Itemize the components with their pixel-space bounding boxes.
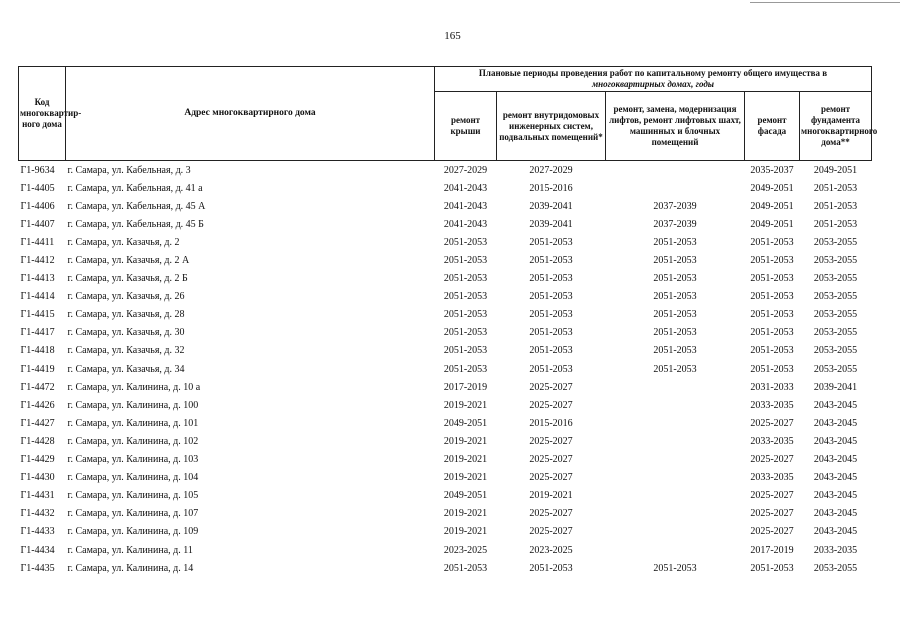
- cell-roof: 2051-2053: [443, 345, 488, 357]
- cell-code: Г1-4406: [20, 200, 55, 212]
- cell-roof: 2051-2053: [443, 363, 488, 375]
- cell-facade: 2049-2051: [750, 218, 794, 230]
- cell-facade: 2033-2035: [750, 435, 794, 447]
- cell-address: г. Самара, ул. Калинина, д. 109: [67, 526, 199, 538]
- cell-foundation: 2033-2035: [813, 544, 858, 556]
- cell-elevators: 2037-2039: [653, 218, 697, 230]
- cell-facade: 2035-2037: [745, 161, 800, 180]
- cell-elevators: [606, 451, 745, 469]
- table-row: [19, 342, 872, 360]
- header-periods-line-2: многоквартирных домах, годы: [591, 79, 715, 89]
- cell-facade: 2051-2053: [750, 255, 794, 267]
- table-row: [19, 541, 872, 559]
- cell-roof: 2019-2021: [443, 472, 488, 484]
- cell-code: Г1-9634: [19, 161, 66, 180]
- cell-foundation: 2043-2045: [813, 526, 858, 538]
- cell-code: Г1-4419: [20, 363, 55, 375]
- cell-systems: 2051-2053: [529, 273, 573, 285]
- header-facade: ремонт фасада: [745, 92, 800, 161]
- cell-elevators: 2051-2053: [653, 255, 697, 267]
- table-row: [19, 306, 872, 324]
- cell-roof: 2027-2029: [435, 161, 497, 180]
- cell-elevators: 2051-2053: [653, 562, 697, 574]
- cell-roof: 2049-2051: [443, 490, 488, 502]
- cell-roof: 2051-2053: [443, 562, 488, 574]
- cell-foundation: 2053-2055: [813, 363, 858, 375]
- cell-systems: 2025-2027: [529, 508, 573, 520]
- cell-address: г. Самара, ул. Калинина, д. 100: [67, 399, 199, 411]
- cell-facade: 2025-2027: [750, 490, 794, 502]
- table-row: [19, 432, 872, 450]
- cell-elevators: [606, 161, 745, 180]
- cell-code: Г1-4427: [20, 417, 55, 429]
- cell-facade: 2033-2035: [750, 399, 794, 411]
- cell-foundation: 2053-2055: [813, 562, 858, 574]
- header-address: Адрес многоквартирного дома: [66, 67, 435, 161]
- page-number: 165: [444, 30, 461, 42]
- cell-facade: 2051-2053: [750, 309, 794, 321]
- cell-address: г. Самара, ул. Казачья, д. 2 Б: [67, 273, 188, 285]
- cell-elevators: 2037-2039: [653, 200, 697, 212]
- table-row: [19, 469, 872, 487]
- table-row: [19, 505, 872, 523]
- cell-roof: 2023-2025: [443, 544, 488, 556]
- header-code: Код многоквартир-ного дома: [19, 67, 66, 161]
- cell-facade: 2051-2053: [750, 327, 794, 339]
- table-row: [19, 324, 872, 342]
- cell-roof: 2051-2053: [443, 327, 488, 339]
- cell-address: г. Самара, ул. Кабельная, д. 3: [66, 161, 435, 180]
- cell-address: г. Самара, ул. Калинина, д. 10 а: [67, 381, 201, 393]
- cell-elevators: [606, 396, 745, 414]
- cell-systems: 2023-2025: [529, 544, 573, 556]
- cell-elevators: [606, 541, 745, 559]
- cell-elevators: [606, 487, 745, 505]
- header-foundation: ремонт фундамента многоквартирного дома**: [800, 92, 872, 161]
- cell-code: Г1-4418: [20, 345, 55, 357]
- cell-elevators: 2051-2053: [653, 309, 697, 321]
- cell-code: Г1-4412: [20, 255, 55, 267]
- cell-facade: 2017-2019: [750, 544, 794, 556]
- cell-facade: 2051-2053: [750, 273, 794, 285]
- cell-roof: 2041-2043: [443, 218, 488, 230]
- cell-elevators: 2051-2053: [653, 327, 697, 339]
- cell-elevators: 2051-2053: [653, 291, 697, 303]
- cell-systems: 2051-2053: [529, 363, 573, 375]
- cell-code: Г1-4430: [20, 472, 55, 484]
- cell-elevators: 2051-2053: [653, 236, 697, 248]
- cell-systems: 2015-2016: [529, 417, 573, 429]
- header-periods: [435, 67, 872, 92]
- cell-foundation: 2043-2045: [813, 454, 858, 466]
- cell-foundation: 2051-2053: [813, 218, 858, 230]
- cell-foundation: 2049-2051: [800, 161, 872, 180]
- cell-address: г. Самара, ул. Казачья, д. 26: [67, 291, 185, 303]
- table-row: [19, 215, 872, 233]
- cell-address: г. Самара, ул. Калинина, д. 105: [67, 490, 199, 502]
- cell-code: Г1-4415: [20, 309, 55, 321]
- table-row: [19, 523, 872, 541]
- table-row: [19, 161, 872, 180]
- cell-systems: 2025-2027: [529, 399, 573, 411]
- capital-repair-table: [18, 66, 878, 577]
- cell-facade: 2049-2051: [750, 200, 794, 212]
- cell-code: Г1-4411: [20, 236, 55, 248]
- table-row: [19, 233, 872, 251]
- cell-facade: 2051-2053: [750, 345, 794, 357]
- cell-address: г. Самара, ул. Казачья, д. 28: [67, 309, 185, 321]
- cell-systems: 2051-2053: [529, 236, 573, 248]
- cell-roof: 2051-2053: [443, 255, 488, 267]
- table-row: [19, 396, 872, 414]
- cell-foundation: 2053-2055: [813, 291, 858, 303]
- cell-systems: 2019-2021: [529, 490, 573, 502]
- cell-foundation: 2051-2053: [813, 200, 858, 212]
- cell-roof: 2041-2043: [443, 182, 488, 194]
- table-row: [19, 559, 872, 577]
- cell-foundation: 2043-2045: [813, 435, 858, 447]
- table-row: [19, 378, 872, 396]
- cell-foundation: 2053-2055: [813, 255, 858, 267]
- cell-facade: 2025-2027: [750, 508, 794, 520]
- cell-foundation: 2053-2055: [813, 273, 858, 285]
- scan-edge-line: [750, 2, 900, 3]
- cell-code: Г1-4426: [20, 399, 55, 411]
- cell-elevators: [606, 469, 745, 487]
- cell-address: г. Самара, ул. Казачья, д. 2: [67, 236, 180, 248]
- table-row: [19, 288, 872, 306]
- cell-elevators: [606, 414, 745, 432]
- cell-systems: 2025-2027: [529, 472, 573, 484]
- table-row: [19, 270, 872, 288]
- header-elevators: ремонт, замена, модернизация лифтов, ремонт лифтовых шахт, машинных и блочных помещений: [606, 92, 745, 161]
- cell-address: г. Самара, ул. Калинина, д. 103: [67, 454, 199, 466]
- cell-address: г. Самара, ул. Казачья, д. 30: [67, 327, 185, 339]
- cell-elevators: 2051-2053: [653, 345, 697, 357]
- header-systems: ремонт внутридомовых инженерных систем, подвальных помещений*: [497, 92, 606, 161]
- header-roof: ремонт крыши: [435, 92, 497, 161]
- cell-roof: 2051-2053: [443, 273, 488, 285]
- cell-code: Г1-4429: [20, 454, 55, 466]
- cell-code: Г1-4428: [20, 435, 55, 447]
- cell-code: Г1-4407: [20, 218, 55, 230]
- header-row-1: [19, 67, 872, 92]
- table-row: [19, 451, 872, 469]
- cell-roof: 2051-2053: [443, 236, 488, 248]
- cell-foundation: 2043-2045: [813, 399, 858, 411]
- table-row: [19, 251, 872, 269]
- cell-roof: 2017-2019: [443, 381, 488, 393]
- cell-code: Г1-4432: [20, 508, 55, 520]
- cell-code: Г1-4417: [20, 327, 55, 339]
- cell-address: г. Самара, ул. Калинина, д. 102: [67, 435, 199, 447]
- cell-systems: 2039-2041: [529, 218, 573, 230]
- cell-facade: 2051-2053: [750, 236, 794, 248]
- cell-foundation: 2053-2055: [813, 309, 858, 321]
- cell-roof: 2019-2021: [443, 435, 488, 447]
- cell-address: г. Самара, ул. Казачья, д. 2 А: [67, 255, 190, 267]
- table-row: [19, 179, 872, 197]
- cell-foundation: 2053-2055: [813, 236, 858, 248]
- cell-roof: 2051-2053: [443, 291, 488, 303]
- cell-facade: 2049-2051: [750, 182, 794, 194]
- cell-code: Г1-4435: [20, 562, 55, 574]
- cell-address: г. Самара, ул. Кабельная, д. 45 А: [67, 200, 206, 212]
- cell-facade: 2031-2033: [750, 381, 794, 393]
- table-header: [19, 67, 878, 161]
- cell-roof: 2051-2053: [443, 309, 488, 321]
- cell-code: Г1-4431: [20, 490, 55, 502]
- cell-address: г. Самара, ул. Калинина, д. 14: [67, 562, 194, 574]
- cell-foundation: 2053-2055: [813, 327, 858, 339]
- cell-address: г. Самара, ул. Казачья, д. 34: [67, 363, 185, 375]
- cell-facade: 2033-2035: [750, 472, 794, 484]
- cell-code: Г1-4434: [20, 544, 55, 556]
- cell-elevators: [606, 523, 745, 541]
- cell-code: Г1-4433: [20, 526, 55, 538]
- cell-address: г. Самара, ул. Калинина, д. 104: [67, 472, 199, 484]
- cell-systems: 2051-2053: [529, 327, 573, 339]
- cell-roof: 2041-2043: [443, 200, 488, 212]
- cell-address: г. Самара, ул. Кабельная, д. 45 Б: [67, 218, 204, 230]
- cell-foundation: 2043-2045: [813, 472, 858, 484]
- cell-systems: 2025-2027: [529, 435, 573, 447]
- cell-facade: 2051-2053: [750, 562, 794, 574]
- cell-facade: 2025-2027: [750, 454, 794, 466]
- cell-elevators: 2051-2053: [653, 273, 697, 285]
- cell-code: Г1-4413: [20, 273, 55, 285]
- cell-roof: 2019-2021: [443, 454, 488, 466]
- cell-elevators: [606, 505, 745, 523]
- cell-systems: 2051-2053: [529, 309, 573, 321]
- cell-systems: 2025-2027: [529, 526, 573, 538]
- table-body: [19, 161, 872, 578]
- cell-roof: 2019-2021: [443, 526, 488, 538]
- cell-elevators: [606, 179, 745, 197]
- cell-foundation: 2043-2045: [813, 508, 858, 520]
- cell-facade: 2051-2053: [750, 363, 794, 375]
- cell-foundation: 2039-2041: [813, 381, 858, 393]
- cell-code: Г1-4472: [20, 381, 55, 393]
- cell-address: г. Самара, ул. Казачья, д. 32: [67, 345, 185, 357]
- cell-systems: 2025-2027: [529, 454, 573, 466]
- table-row: [19, 197, 872, 215]
- cell-elevators: [606, 432, 745, 450]
- header-periods-line-1: Плановые периоды проведения работ по капитальному ремонту общего имущества в: [478, 68, 828, 78]
- cell-systems: 2051-2053: [529, 255, 573, 267]
- table-row: [19, 360, 872, 378]
- cell-systems: 2051-2053: [529, 562, 573, 574]
- cell-foundation: 2043-2045: [813, 417, 858, 429]
- cell-systems: 2051-2053: [529, 291, 573, 303]
- cell-address: г. Самара, ул. Кабельная, д. 41 а: [67, 182, 203, 194]
- cell-systems: 2015-2016: [529, 182, 573, 194]
- cell-facade: 2025-2027: [750, 417, 794, 429]
- cell-foundation: 2043-2045: [813, 490, 858, 502]
- cell-address: г. Самара, ул. Калинина, д. 107: [67, 508, 199, 520]
- cell-roof: 2049-2051: [443, 417, 488, 429]
- cell-elevators: [606, 378, 745, 396]
- cell-roof: 2019-2021: [443, 399, 488, 411]
- cell-systems: 2027-2029: [497, 161, 606, 180]
- cell-code: Г1-4405: [20, 182, 55, 194]
- cell-elevators: 2051-2053: [653, 363, 697, 375]
- cell-roof: 2019-2021: [443, 508, 488, 520]
- cell-systems: 2025-2027: [529, 381, 573, 393]
- cell-foundation: 2053-2055: [813, 345, 858, 357]
- cell-facade: 2025-2027: [750, 526, 794, 538]
- cell-systems: 2039-2041: [529, 200, 573, 212]
- table-row: [19, 487, 872, 505]
- table-row: [19, 414, 872, 432]
- cell-address: г. Самара, ул. Калинина, д. 101: [67, 417, 199, 429]
- cell-foundation: 2051-2053: [813, 182, 858, 194]
- cell-code: Г1-4414: [20, 291, 55, 303]
- cell-systems: 2051-2053: [529, 345, 573, 357]
- cell-facade: 2051-2053: [750, 291, 794, 303]
- cell-address: г. Самара, ул. Калинина, д. 11: [67, 544, 193, 556]
